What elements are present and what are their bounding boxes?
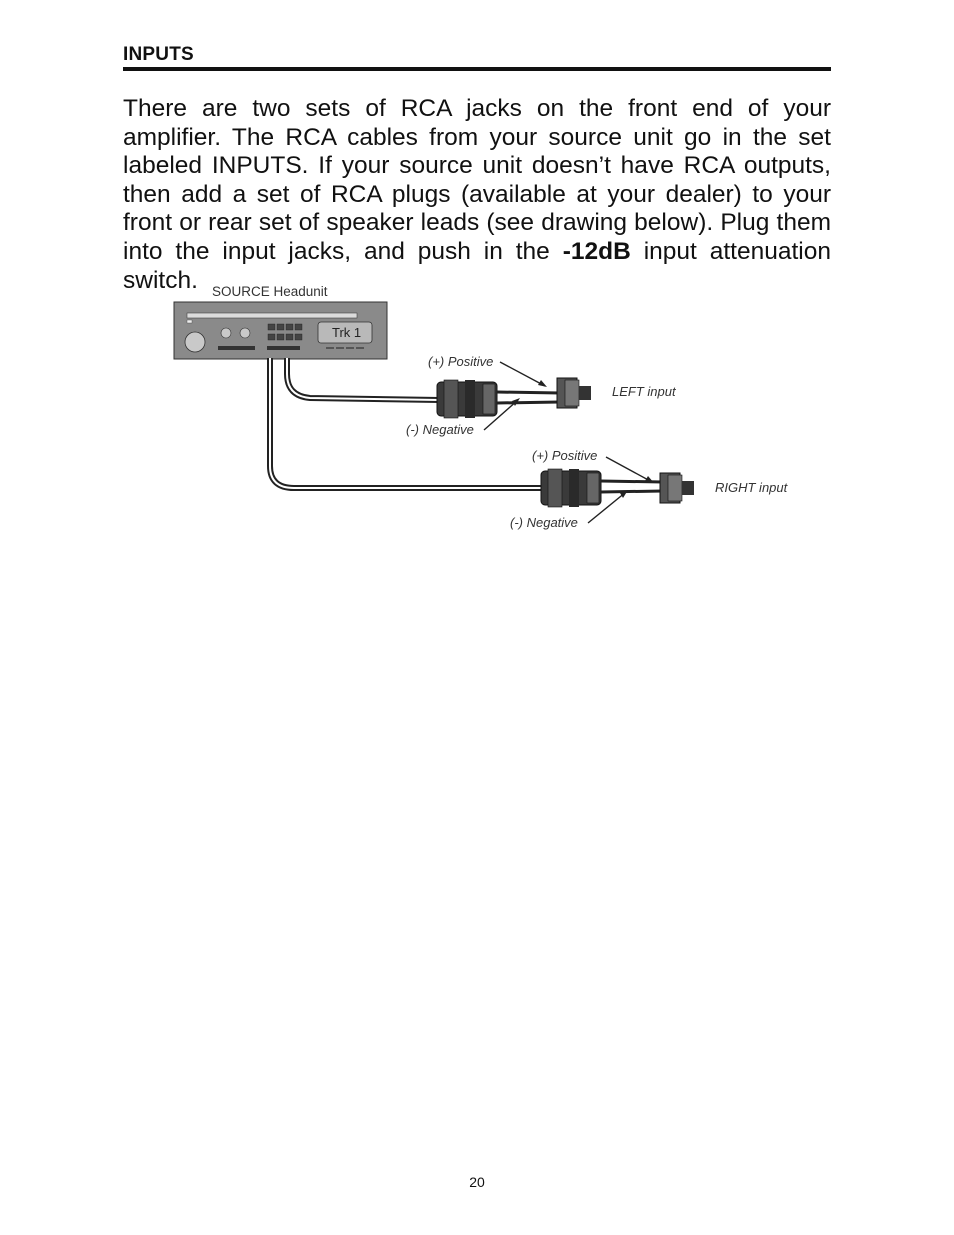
display-text: Trk 1: [332, 325, 362, 340]
treble-knob-icon: [240, 328, 250, 338]
right-negative-label: (-) Negative: [510, 515, 578, 530]
page-number: 20: [469, 1174, 485, 1190]
rca-wiring-diagram: [160, 280, 820, 550]
headunit: [174, 302, 387, 359]
left-rca-plug-icon: [437, 378, 591, 418]
left-positive-leader: [500, 362, 545, 386]
right-input-label: RIGHT input: [715, 480, 788, 495]
left-cable: [287, 358, 440, 400]
attenuation-value: -12dB: [562, 237, 631, 265]
section-heading: INPUTS: [123, 44, 194, 65]
left-negative-label: (-) Negative: [406, 422, 474, 437]
left-input-label: LEFT input: [612, 384, 676, 399]
right-rca-plug-icon: [541, 469, 694, 507]
bass-knob-icon: [221, 328, 231, 338]
right-positive-leader: [606, 457, 652, 482]
paragraph-text-end: input attenuation switch.: [123, 237, 831, 294]
source-headunit-label: SOURCE Headunit: [212, 284, 328, 299]
body-paragraph: [123, 95, 831, 295]
heading-rule: [123, 67, 831, 71]
left-positive-label: (+) Positive: [428, 354, 494, 369]
right-positive-label: (+) Positive: [532, 448, 598, 463]
paragraph-text: There are two sets of RCA jacks on the front end of your amplifier. The RCA cables from your source unit go in the set labeled INPUTS. If your source unit doesn’t have RCA outputs, then add a set of RCA plugs (available at your dealer) to your front or rear set of speaker leads (see drawing below). Plug them into the input jacks, and push in the: [123, 95, 831, 265]
volume-knob-icon: [185, 332, 205, 352]
